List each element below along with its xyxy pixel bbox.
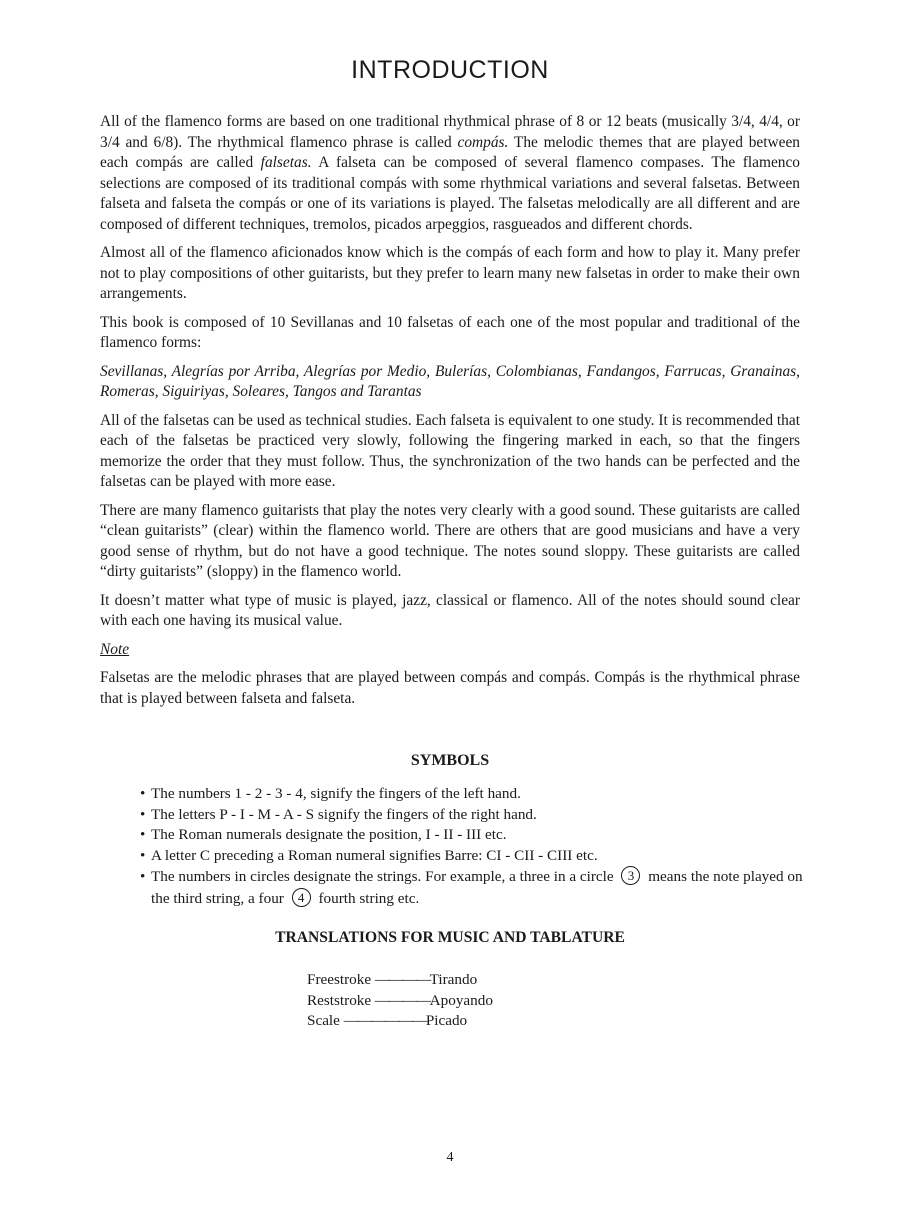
spanish-term: Picado [425, 1012, 468, 1029]
note-label: Note [100, 640, 130, 658]
list-item-text: fourth string etc. [314, 889, 420, 907]
translations-heading: TRANSLATIONS FOR MUSIC AND TABLATURE [275, 929, 625, 946]
english-term: Scale [307, 1012, 340, 1029]
spanish-term: Apoyando [429, 991, 493, 1009]
paragraph-text: All of the flamenco forms are based on one traditional rhythmical phrase of 8 or 12 beats (musically 3/4, 4/4, or 3/4 and 6/8). The rhythmical flamenco phrase is called [100, 113, 800, 151]
page-title: INTRODUCTION [351, 56, 549, 84]
list-item-text: means the note played on the third string, a four [151, 868, 803, 907]
term-falsetas: falsetas. [260, 154, 312, 171]
list-item: • A letter C preceding a Roman numeral signifies Barre: CI - CII - CIII etc. [140, 846, 810, 867]
translation-row [307, 1011, 493, 1032]
circled-three-icon: 3 [621, 866, 640, 885]
symbols-heading: SYMBOLS [410, 752, 490, 769]
paragraph-aficionados: Almost all of the flamenco aficionados know which is the compás of each form and how to play it. Many prefer not to play compositions of other guitarists, but they prefer to learn many new falsetas in order to make their own arrangements. [100, 244, 800, 302]
page-number: 4 [446, 1150, 454, 1165]
circled-four-icon: 4 [292, 888, 311, 907]
paragraph-text: The melodic themes that are played between each compás are called [100, 133, 800, 171]
flamenco-forms-list: Sevillanas, Alegrías por Arriba, Alegrías por Medio, Bulerías, Colombianas, Fandangos, Farrucas, Granainas, Romeras, Siguiriyas, Soleares, Tangos and Tarantas [100, 362, 800, 400]
list-item: • The numbers 1 - 2 - 3 - 4, signify the fingers of the left hand. [140, 784, 810, 805]
translations-list [307, 970, 493, 1032]
paragraph-rhythm [100, 112, 800, 235]
spanish-term: Tirando [429, 971, 478, 988]
list-item-text: The numbers in circles designate the strings. For example, a three in a circle [151, 868, 618, 886]
english-term: Reststroke [307, 991, 372, 1009]
translation-row [307, 991, 493, 1012]
paragraph-technical-studies: All of the falsetas can be used as technical studies. Each falseta is equivalent to one study. It is recommended that each of the falsetas be practiced very slowly, following the fingering marked in each, so that the fingers memorize the order that they must follow. Thus, the synchronization of the two hands can be perfected and the falsetas can be played with more ease. [100, 411, 800, 490]
list-item: • The letters P - I - M - A - S signify the fingers of the right hand. [140, 805, 810, 826]
symbols-list [140, 784, 810, 910]
paragraph-clean-dirty: There are many flamenco guitarists that play the notes very clearly with a good sound. These guitarists are called “clean guitarists” (clear) within the flamenco world. There are others that are good musicians and have a very good sense of rhythm, but do not have a good technique. The notes sound sloppy. These guitarists are called “dirty guitarists” (sloppy) in the flamenco world. [100, 501, 800, 580]
dash-leader: ———— [374, 991, 430, 1009]
dash-leader: —————— [343, 1012, 426, 1029]
list-item [140, 866, 810, 909]
list-item: • The Roman numerals designate the position, I - II - III etc. [140, 825, 810, 846]
paragraph-book-contents: This book is composed of 10 Sevillanas and 10 falsetas of each one of the most popular and traditional of the flamenco forms: [100, 313, 800, 351]
translation-row [307, 970, 493, 991]
english-term: Freestroke [307, 971, 372, 988]
paragraph-text: A falseta can be composed of several flamenco compases. The flamenco selections are composed of its traditional compás with some rhythmical variations and several falsetas. Between falseta and falseta the compás or one of its variations is played. The falsetas melodically are all different and are composed of different techniques, tremolos, picados arpeggios, rasgueados and different chords. [100, 154, 800, 233]
dash-leader: ———— [374, 971, 430, 988]
term-compas: compás. [457, 133, 509, 151]
paragraph-musical-value: It doesn’t matter what type of music is played, jazz, classical or flamenco. All of the notes should sound clear with each one having its musical value. [100, 591, 800, 629]
paragraph-note: Falsetas are the melodic phrases that are played between compás and compás. Compás is the rhythmical phrase that is played between falseta and falseta. [100, 669, 800, 707]
introduction-body [100, 112, 800, 717]
